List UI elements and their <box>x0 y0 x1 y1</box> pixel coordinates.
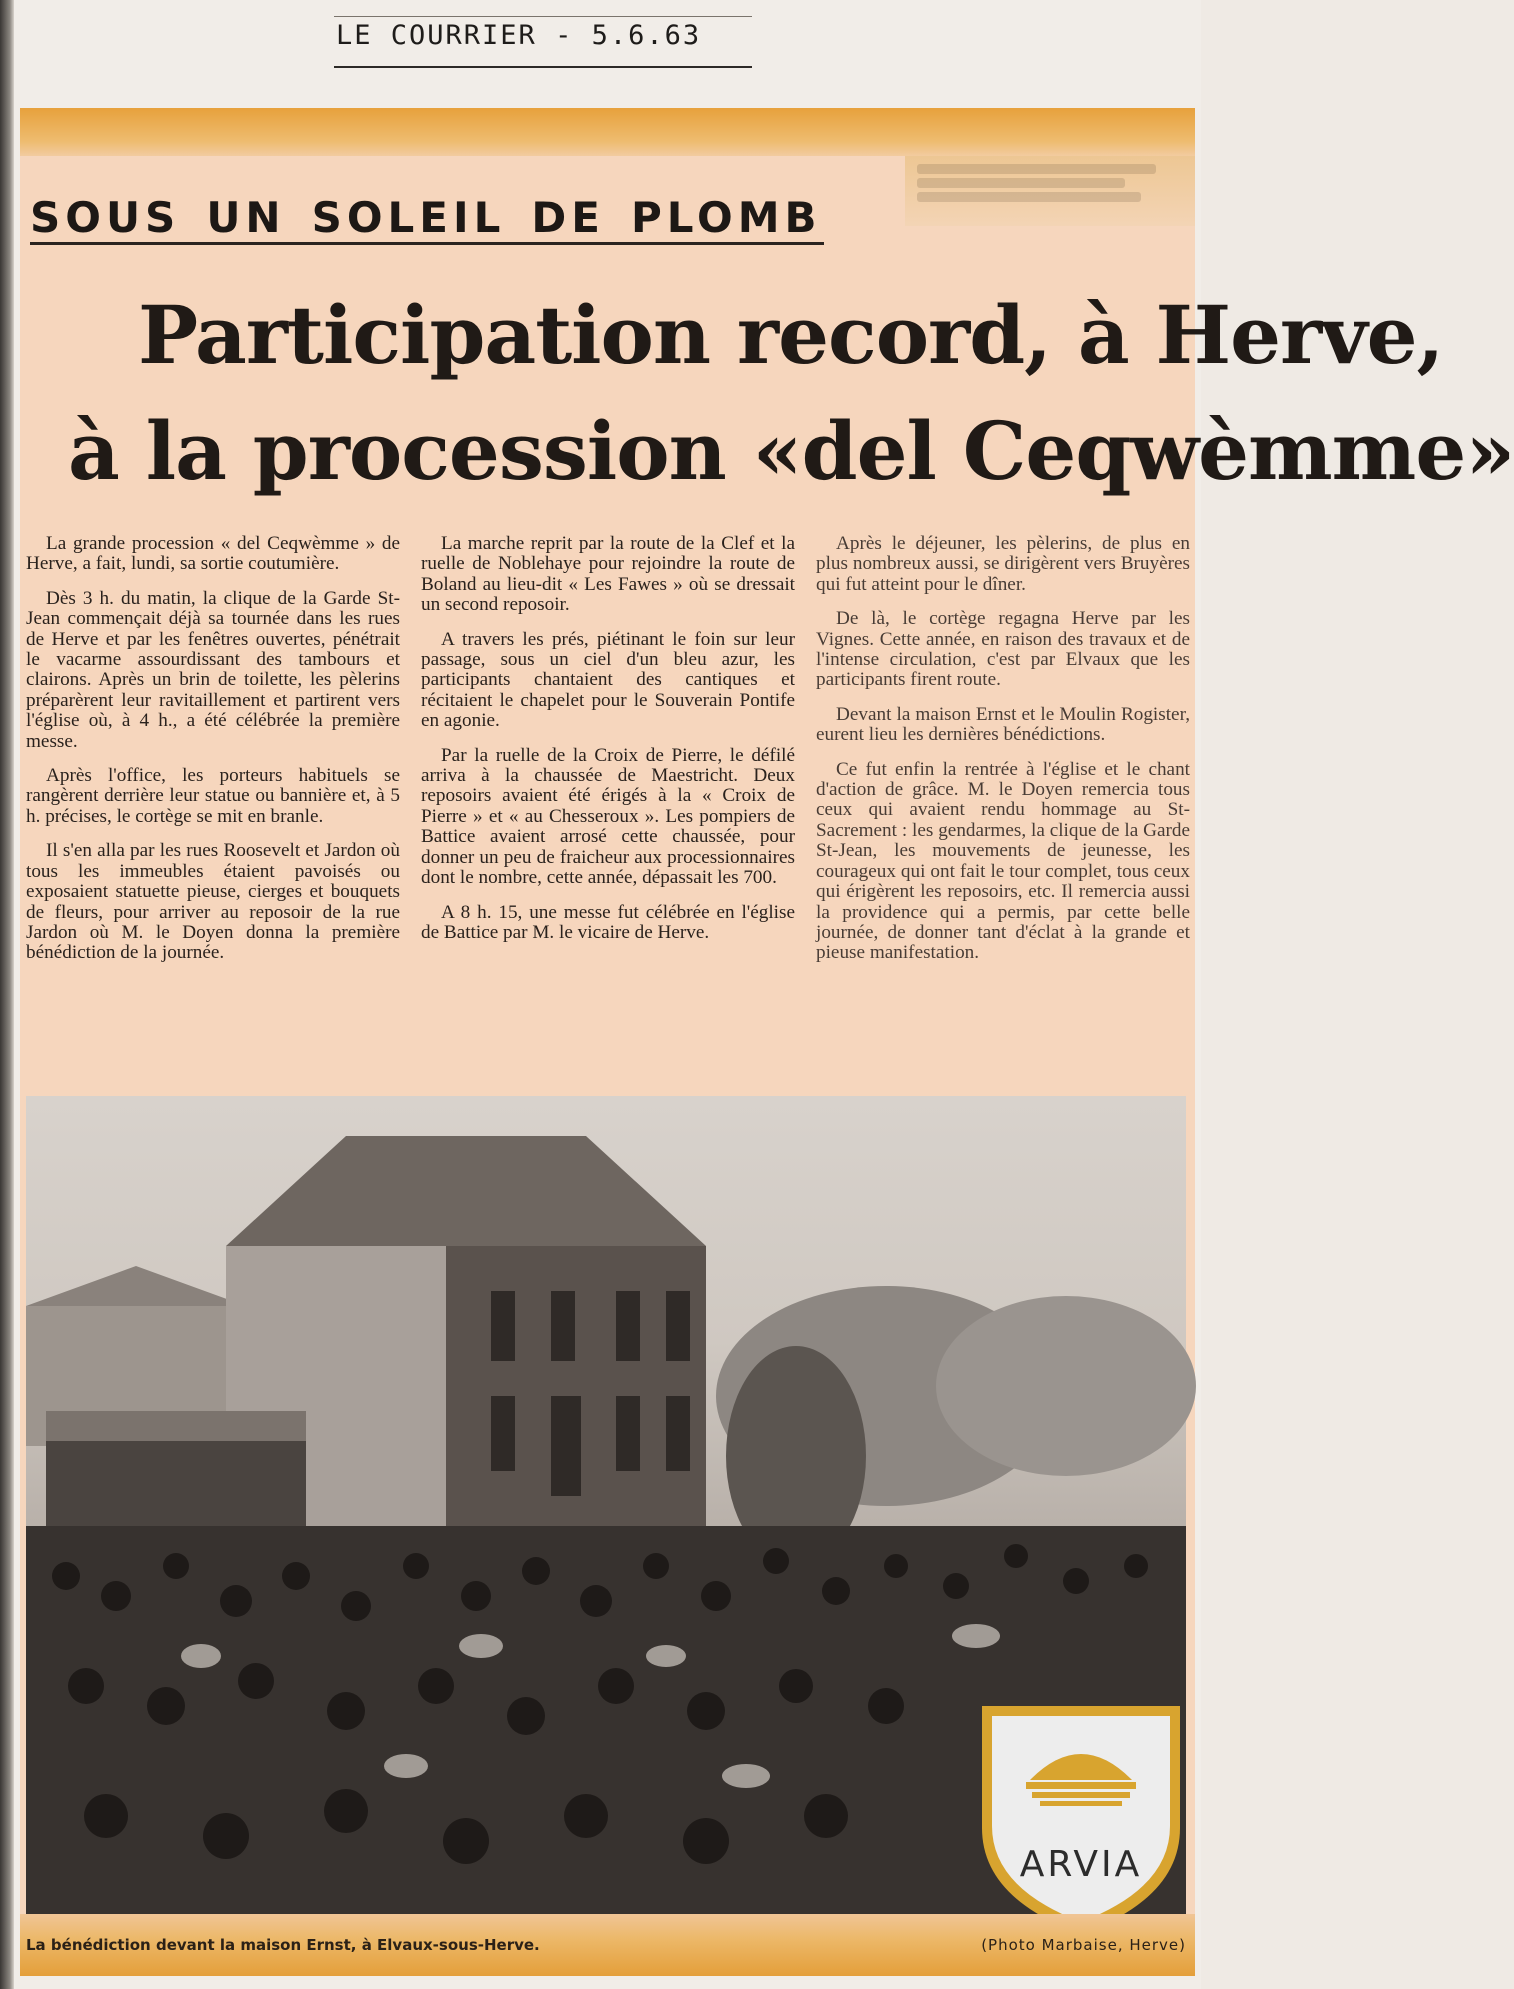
paragraph: De là, le cortège regagna Herve par les Vignes. Cette année, en raison des travaux et de l'intense circulation, c'est par Elvaux que les participants firent route. <box>816 608 1190 691</box>
kicker-word: SOLEIL <box>311 192 506 242</box>
kicker-word: PLOMB <box>630 192 822 242</box>
headline-line-2: à la procession «del Ceqwèmme» <box>68 404 1514 498</box>
paragraph: La marche reprit par la route de la Clef et la ruelle de Noblehaye pour rejoindre la route de Boland au lieu-dit « Les Fawes » où se dressait un second reposoir. <box>421 533 795 616</box>
paragraph: A travers les prés, piétinant le foin sur leur passage, sous un ciel d'un bleu azur, les participants chantaient des cantiques et récitaient le chapelet pour le Souverain Pontife en agonie. <box>421 628 795 732</box>
newspaper-clipping <box>20 108 1514 1976</box>
paragraph: La grande procession « del Ceqwèmme » de Herve, a fait, lundi, sa sortie coutumière. <box>26 533 400 575</box>
headline-line-1: Participation record, à Herve, <box>138 288 1444 382</box>
kicker-rule <box>30 242 824 245</box>
arvia-shield-icon <box>970 1698 1192 1938</box>
scanner-edge <box>0 0 14 1989</box>
paragraph: Dès 3 h. du matin, la clique de la Garde St-Jean commençait déjà sa tournée dans les rues de Herve et par les fenêtres ouvertes, pénétrait le vacarme assourdissant des tambours et clairons. Après un brin de toilette, les pèlerins préparèrent leur ravitaillement et partirent vers l'église où, à 4 h., a été célébrée la première messe. <box>26 587 400 752</box>
photo-caption: La bénédiction devant la maison Ernst, à Elvaux-sous-Herve. <box>26 1936 540 1954</box>
paragraph: Après le déjeuner, les pèlerins, de plus en plus nombreux aussi, se dirigèrent vers Bruyères qui fut atteint pour le dîner. <box>816 533 1190 595</box>
photo-credit: (Photo Marbaise, Herve) <box>981 1936 1186 1954</box>
header-underline <box>334 66 752 68</box>
paragraph: Par la ruelle de la Croix de Pierre, le défilé arriva à la chaussée de Maestricht. Deux reposoirs avaient été érigés à la « Croix de Pierre » et « au Chesseroux ». Les pompiers de Battice avaient arrosé cette chaussée, pour donner un peu de fraicheur aux processionnaires dont le nombre, cette année, dépassait les 700. <box>421 744 795 889</box>
kicker-word: UN <box>206 192 286 242</box>
source-date-label: LE COURRIER - 5.6.63 <box>336 20 702 51</box>
paragraph: Ce fut enfin la rentrée à l'église et le chant d'action de grâce. M. le Doyen remercia tous ceux qui avaient rendu hommage au St-Sacrement : les gendarmes, la clique de la Garde St-Jean, les mouvements de jeunesse, les courageux qui ont fait le tour complet, tous ceux qui érigèrent les reposoirs, etc. Il remercia aussi la providence qui a permis, par cette belle journée, de donner tant d'éclat à la grande et pieuse manifestation. <box>816 758 1190 964</box>
article-columns <box>26 533 1190 994</box>
paragraph: Il s'en alla par les rues Roosevelt et Jardon où tous les immeubles étaient pavoisés ou exposaient statuette pieuse, cierges et bouquets de fleurs, pour arriver au reposoir de la rue Jardon où M. le Doyen donna la première bénédiction de la journée. <box>26 840 400 964</box>
arvia-watermark-badge <box>970 1698 1192 1938</box>
column-3 <box>816 534 1190 978</box>
column-2 <box>421 534 795 957</box>
paragraph: A 8 h. 15, une messe fut célébrée en l'église de Battice par M. le vicaire de Herve. <box>421 901 795 943</box>
header-top-rule <box>334 16 752 17</box>
kicker-heading <box>30 174 822 260</box>
column-1 <box>26 534 400 978</box>
paragraph: Après l'office, les porteurs habituels se rangèrent derrière leur statue ou bannière et, à 5 h. précises, le cortège se mit en branle. <box>26 765 400 827</box>
tape-top <box>20 108 1195 156</box>
photo-caption-row <box>26 1932 1186 1958</box>
kicker-word: SOUS <box>30 192 181 242</box>
paragraph: Devant la maison Ernst et le Moulin Rogister, eurent lieu les dernières bénédictions. <box>816 703 1190 746</box>
watermark-text: ARVIA <box>1019 1844 1143 1885</box>
kicker-word: DE <box>531 192 605 242</box>
bleed-through-lines <box>917 160 1177 206</box>
